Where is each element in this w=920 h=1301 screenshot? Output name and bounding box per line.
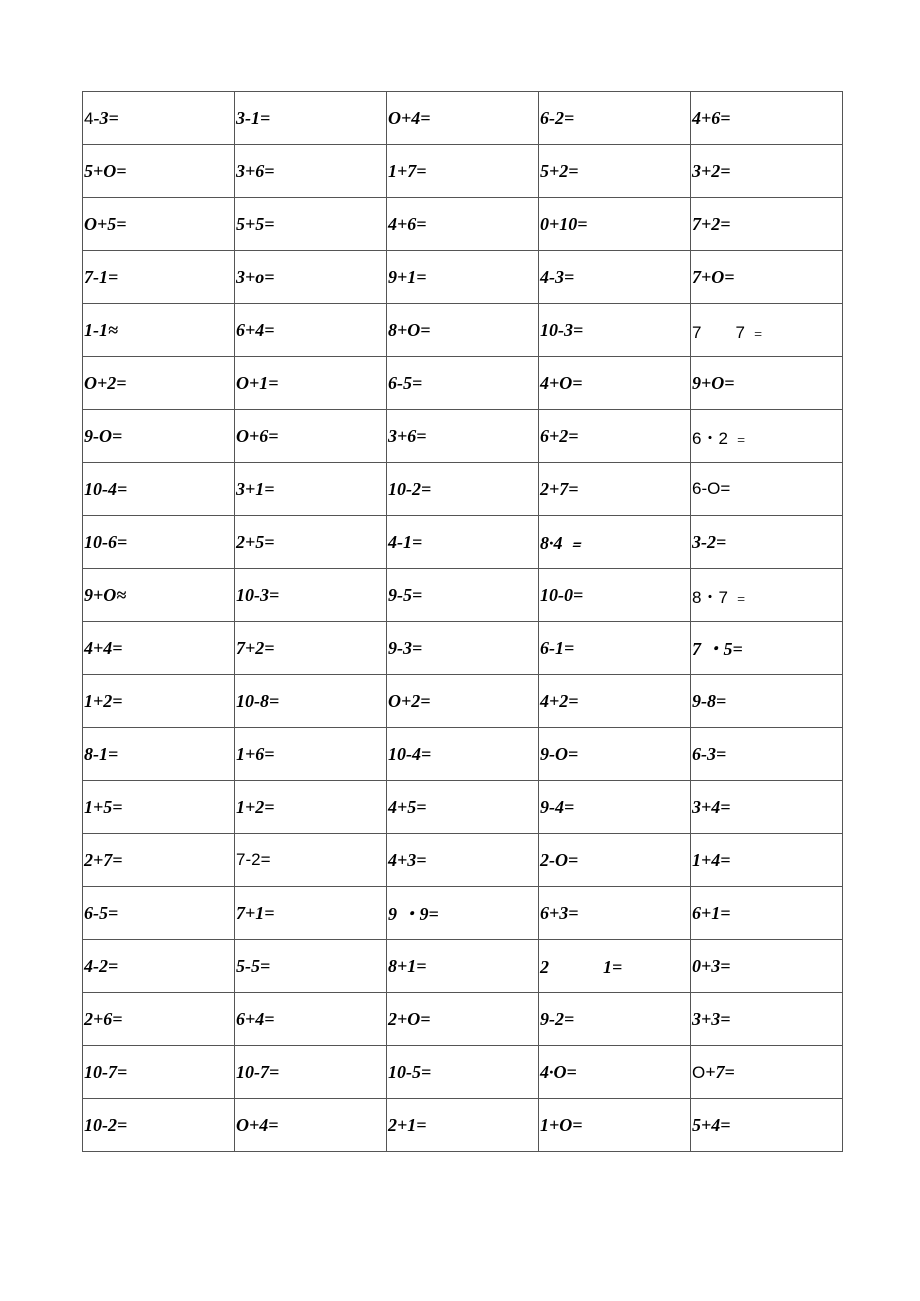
problem-cell: 6+4=	[235, 304, 387, 357]
problem-cell: 2 1=	[539, 940, 691, 993]
problem-cell: 10-0=	[539, 569, 691, 622]
worksheet-row	[83, 304, 843, 357]
worksheet-row	[83, 198, 843, 251]
problem-cell: 7+2=	[235, 622, 387, 675]
problem-cell: 9-O=	[539, 728, 691, 781]
worksheet-row	[83, 145, 843, 198]
problem-cell: 3+2=	[691, 145, 843, 198]
problem-cell: 4·O=	[539, 1046, 691, 1099]
problem-cell: 0+10=	[539, 198, 691, 251]
cell-rest-text: -3=	[93, 107, 119, 128]
problem-cell: 10-6=	[83, 516, 235, 569]
problem-cell: 6-5=	[387, 357, 539, 410]
cell-lead-char: 4	[84, 108, 94, 128]
problem-cell: 10-4=	[83, 463, 235, 516]
problem-cell: 9-O=	[83, 410, 235, 463]
problem-cell: O+2=	[387, 675, 539, 728]
problem-cell: 2-O=	[539, 834, 691, 887]
problem-cell: 9+1=	[387, 251, 539, 304]
problem-cell: 7 7 ﹦	[691, 304, 843, 357]
problem-cell: 7 ・5=	[691, 622, 843, 675]
problem-cell: 8+O=	[387, 304, 539, 357]
worksheet-row	[83, 940, 843, 993]
problem-cell: 10-5=	[387, 1046, 539, 1099]
problem-cell: 9-5=	[387, 569, 539, 622]
problem-cell: 3+4=	[691, 781, 843, 834]
worksheet-row	[83, 463, 843, 516]
problem-cell: 6・2 ﹦	[691, 410, 843, 463]
problem-cell: 9-4=	[539, 781, 691, 834]
problem-cell: 5+4=	[691, 1099, 843, 1152]
problem-cell: 4+6=	[387, 198, 539, 251]
problem-cell: 4+O=	[539, 357, 691, 410]
problem-cell: 4+4=	[83, 622, 235, 675]
problem-cell: 6+4=	[235, 993, 387, 1046]
problem-cell: 10-8=	[235, 675, 387, 728]
problem-cell: 10-7=	[235, 1046, 387, 1099]
problem-cell: 3+1=	[235, 463, 387, 516]
problem-cell: 1+6=	[235, 728, 387, 781]
worksheet-grid	[83, 92, 843, 1152]
worksheet-row	[83, 516, 843, 569]
problem-cell: 10-3=	[235, 569, 387, 622]
problem-cell: O+5=	[83, 198, 235, 251]
problem-cell: 6-1=	[539, 622, 691, 675]
problem-cell: 7+O=	[691, 251, 843, 304]
problem-cell: 1-1≈	[83, 304, 235, 357]
problem-cell: O+2=	[83, 357, 235, 410]
problem-cell: 10-3=	[539, 304, 691, 357]
problem-cell: 6+3=	[539, 887, 691, 940]
cell-rest-text: +7=	[705, 1061, 735, 1082]
problem-cell: 10-7=	[83, 1046, 235, 1099]
problem-cell: O+1=	[235, 357, 387, 410]
problem-cell: 5+O=	[83, 145, 235, 198]
worksheet-row	[83, 993, 843, 1046]
problem-cell: 5-5=	[235, 940, 387, 993]
problem-cell: 4+3=	[387, 834, 539, 887]
problem-cell: 6+1=	[691, 887, 843, 940]
problem-cell: 6-3=	[691, 728, 843, 781]
problem-cell: 4-3=	[539, 251, 691, 304]
worksheet-row	[83, 92, 843, 145]
problem-cell: O+4=	[235, 1099, 387, 1152]
arithmetic-worksheet-table	[82, 91, 843, 1152]
problem-cell: 10-4=	[387, 728, 539, 781]
cell-lead-char: O	[692, 1062, 706, 1082]
problem-cell: 8・7 ﹦	[691, 569, 843, 622]
problem-cell: O+6=	[235, 410, 387, 463]
worksheet-row	[83, 728, 843, 781]
problem-cell: 6-O=	[691, 463, 843, 516]
problem-cell: 3+3=	[691, 993, 843, 1046]
problem-cell: 0+3=	[691, 940, 843, 993]
problem-cell: 1+2=	[83, 675, 235, 728]
problem-cell: 4-1=	[387, 516, 539, 569]
problem-cell: 1+5=	[83, 781, 235, 834]
problem-cell: 7+1=	[235, 887, 387, 940]
problem-cell: 1+2=	[235, 781, 387, 834]
problem-cell: 1+7=	[387, 145, 539, 198]
problem-cell: 6+2=	[539, 410, 691, 463]
problem-cell	[83, 92, 235, 145]
worksheet-row	[83, 781, 843, 834]
problem-cell: 7+2=	[691, 198, 843, 251]
problem-cell: 4-2=	[83, 940, 235, 993]
problem-cell: 9 ・9=	[387, 887, 539, 940]
worksheet-row	[83, 834, 843, 887]
problem-cell: 7-2=	[235, 834, 387, 887]
worksheet-row	[83, 569, 843, 622]
problem-cell: 8·4 ﹦	[539, 516, 691, 569]
problem-cell: 10-2=	[83, 1099, 235, 1152]
worksheet-row	[83, 675, 843, 728]
problem-cell: O+4=	[387, 92, 539, 145]
problem-cell: 8+1=	[387, 940, 539, 993]
worksheet-row	[83, 887, 843, 940]
problem-cell: 2+7=	[539, 463, 691, 516]
problem-cell: 10-2=	[387, 463, 539, 516]
problem-cell: 4+2=	[539, 675, 691, 728]
problem-cell: 8-1=	[83, 728, 235, 781]
problem-cell	[691, 1046, 843, 1099]
worksheet-row	[83, 410, 843, 463]
problem-cell: 3+6=	[387, 410, 539, 463]
problem-cell: 9-8=	[691, 675, 843, 728]
problem-cell: 4+5=	[387, 781, 539, 834]
problem-cell: 2+7=	[83, 834, 235, 887]
worksheet-row	[83, 622, 843, 675]
problem-cell: 5+2=	[539, 145, 691, 198]
problem-cell: 6-5=	[83, 887, 235, 940]
problem-cell: 9-3=	[387, 622, 539, 675]
worksheet-row	[83, 251, 843, 304]
problem-cell: 2+5=	[235, 516, 387, 569]
worksheet-row	[83, 357, 843, 410]
problem-cell: 2+O=	[387, 993, 539, 1046]
worksheet-row	[83, 1046, 843, 1099]
problem-cell: 2+6=	[83, 993, 235, 1046]
worksheet-row	[83, 1099, 843, 1152]
problem-cell: 9+O≈	[83, 569, 235, 622]
problem-cell: 9-2=	[539, 993, 691, 1046]
problem-cell: 3-2=	[691, 516, 843, 569]
problem-cell: 6-2=	[539, 92, 691, 145]
problem-cell: 3+o=	[235, 251, 387, 304]
problem-cell: 5+5=	[235, 198, 387, 251]
problem-cell: 3-1=	[235, 92, 387, 145]
problem-cell: 1+O=	[539, 1099, 691, 1152]
problem-cell: 4+6=	[691, 92, 843, 145]
problem-cell: 1+4=	[691, 834, 843, 887]
problem-cell: 3+6=	[235, 145, 387, 198]
problem-cell: 7-1=	[83, 251, 235, 304]
problem-cell: 2+1=	[387, 1099, 539, 1152]
problem-cell: 9+O=	[691, 357, 843, 410]
